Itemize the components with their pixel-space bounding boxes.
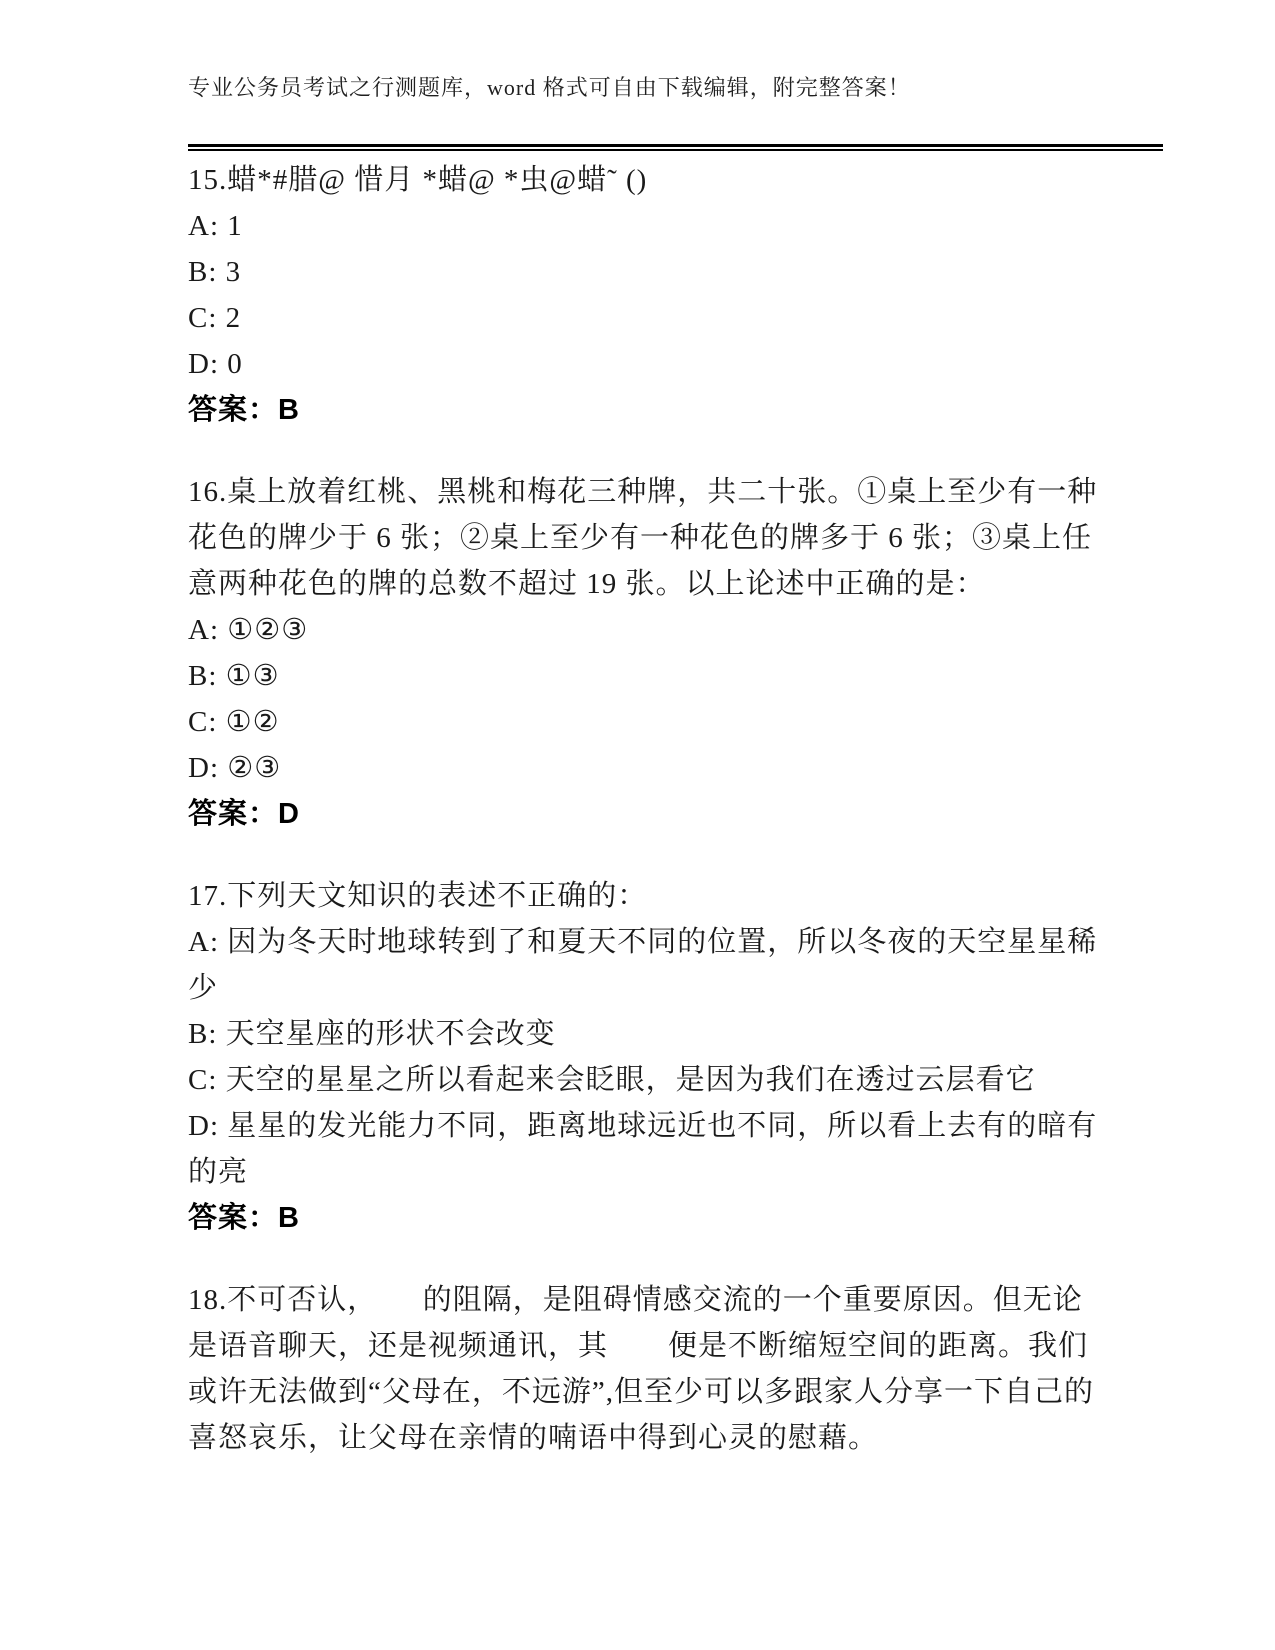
answer-line: 答案：B [188,1202,300,1234]
option-d: D: 星星的发光能力不同，距离地球远近也不同，所以看上去有的暗有的亮 [188,1110,1098,1188]
option-b: B: ①③ [188,660,280,692]
option-a: A: 因为冬天时地球转到了和夏天不同的位置，所以冬夜的天空星星稀少 [188,926,1098,1004]
page-header-title: 专业公务员考试之行测题库，word 格式可自由下载编辑，附完整答案！ [188,75,911,100]
answer-line: 答案：D [188,798,300,830]
document-body [188,157,1108,1461]
question-block-15 [188,157,1108,433]
question-stem: 15.蜡*#腊@ 惜月 *蜡@ *虫@蜡˜ () [188,164,648,196]
option-a: A: 1 [188,210,243,242]
header-divider [188,144,1163,151]
question-block-17 [188,873,1108,1241]
answer-line: 答案：B [188,394,300,426]
option-d: D: ②③ [188,752,282,784]
option-b: B: 天空星座的形状不会改变 [188,1018,556,1050]
option-b: B: 3 [188,256,242,288]
question-stem: 17.下列天文知识的表述不正确的： [188,880,648,912]
option-c: C: 2 [188,302,242,334]
option-d: D: 0 [188,348,243,380]
question-stem: 16.桌上放着红桃、黑桃和梅花三种牌，共二十张。①桌上至少有一种花色的牌少于 6 张；②桌上至少有一种花色的牌多于 6 张；③桌上任意两种花色的牌的总数不超过 19 张。以上论述中正确的是： [188,476,1098,600]
option-c: C: 天空的星星之所以看起来会眨眼，是因为我们在透过云层看它 [188,1064,1036,1096]
option-a: A: ①②③ [188,614,309,646]
option-c: C: ①② [188,706,280,738]
question-stem: 18.不可否认， 的阻隔，是阻碍情感交流的一个重要原因。但无论是语音聊天，还是视频通讯，其 便是不断缩短空间的距离。我们或许无法做到“父母在，不远游”,但至少可以多跟家人分享一下自己的喜怒哀乐，让父母在亲情的喃语中得到心灵的慰藉。 [188,1284,1094,1454]
question-block-18 [188,1277,1108,1461]
question-block-16 [188,469,1108,837]
